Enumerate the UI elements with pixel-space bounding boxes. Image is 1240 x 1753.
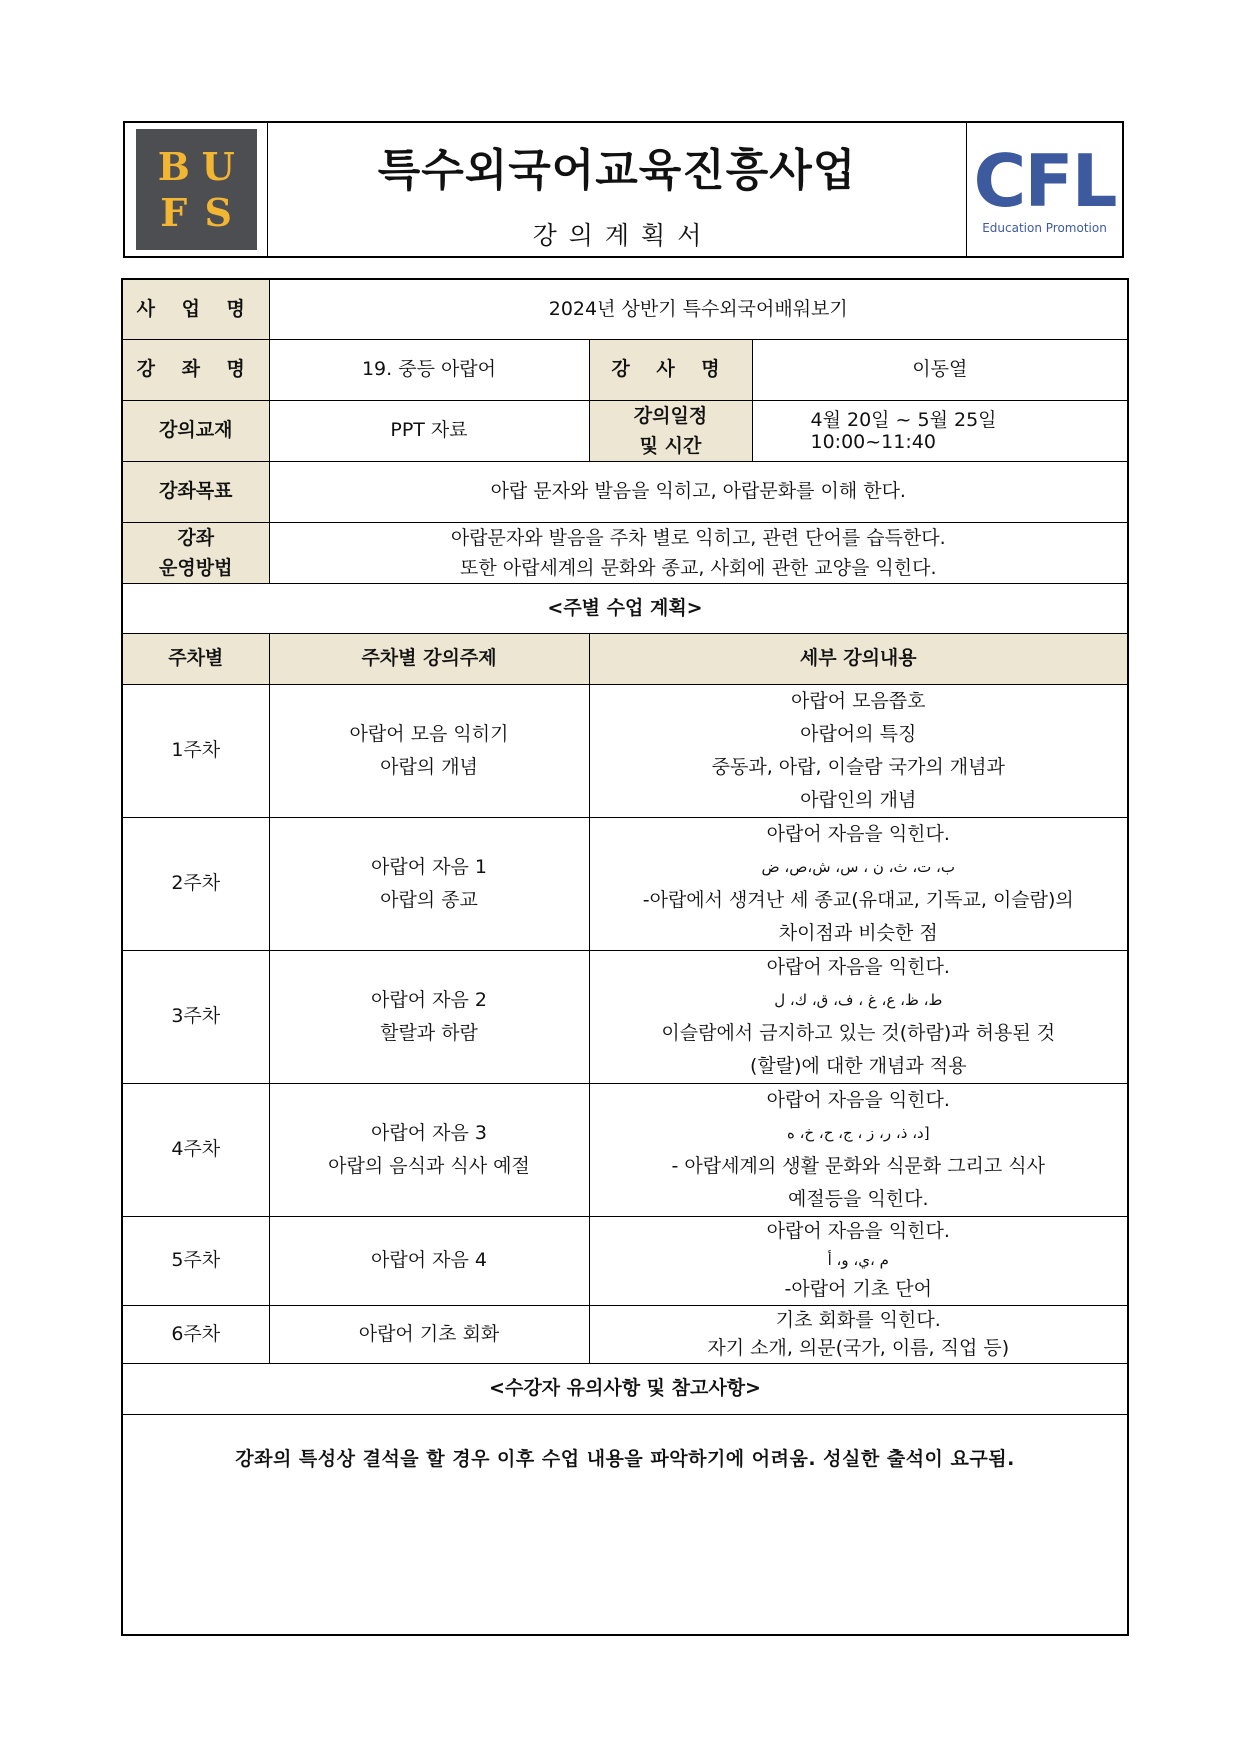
schedule-label-line: 및 시간 [639,434,702,457]
detail-line: 예절등을 익힌다. [787,1187,929,1210]
weekly-header-row [122,633,1128,684]
detail-line: 이슬람에서 금지하고 있는 것(하람)과 허용된 것 [661,1021,1056,1044]
notes-section-title: <수강자 유의사항 및 참고사항> [122,1363,1128,1414]
document-header [123,121,1124,258]
week-detail [589,817,1128,950]
topic-line: 아랍어 자음 3 [371,1121,487,1144]
instructor-label: 강 사 명 [589,339,752,400]
detail-line: 아랍어 자음을 익힌다. [766,822,950,845]
detail-line: 기초 회화를 익힌다. [775,1309,941,1331]
arabic-letters: م ،ي، و، أ [827,1251,889,1269]
syllabus-table [121,278,1129,1636]
topic-line: 아랍의 개념 [380,755,478,778]
week-number: 1주차 [122,684,269,817]
week-row [122,817,1128,950]
topic-line: 아랍어 기초 회화 [358,1322,500,1345]
cfl-logo: CFL [973,138,1116,223]
header-topic: 주차별 강의주제 [269,633,589,684]
course-label: 강 좌 명 [122,339,269,400]
schedule-value [752,400,1128,461]
logo-letter: S [204,190,232,236]
week-topic [269,684,589,817]
arabic-letters: [د، ذ، ر، ز ، ج، ح، خ، ه [786,1123,930,1142]
topic-line: 아랍어 자음 1 [371,855,487,878]
schedule-label-line: 강의일정 [633,404,708,427]
week-topic [269,1305,589,1363]
notes-section-row [122,1363,1128,1414]
detail-line: 자기 소개, 의문(국가, 이름, 직업 등) [707,1337,1010,1359]
bufs-logo [136,129,257,250]
course-row [122,339,1128,400]
notes-row [122,1414,1128,1635]
method-label [122,522,269,583]
weekly-section-row [122,583,1128,633]
logo-letter: F [160,190,188,236]
week-topic [269,1216,589,1305]
project-row [122,279,1128,339]
cfl-logo-cell [966,123,1122,256]
bufs-logo-cell [125,123,268,256]
method-row [122,522,1128,583]
topic-line: 아랍의 종교 [380,888,478,911]
detail-line: 차이점과 비슷한 점 [778,921,938,944]
project-label: 사 업 명 [122,279,269,339]
schedule-label [589,400,752,461]
header-week: 주차별 [122,633,269,684]
detail-line: -아랍에서 생겨난 세 종교(유대교, 기독교, 이슬람)의 [642,888,1074,911]
week-topic [269,1083,589,1216]
detail-line: 아랍어 자음을 익힌다. [766,1088,950,1111]
week-number: 2주차 [122,817,269,950]
detail-line: - 아랍세계의 생활 문화와 식문화 그리고 식사 [671,1154,1045,1177]
week-number: 5주차 [122,1216,269,1305]
arabic-letters: ب، ت، ث، ن ، س، ش،ص، ض [761,857,956,876]
week-row [122,1083,1128,1216]
topic-line: 아랍어 자음 2 [371,988,487,1011]
course-value: 19. 중등 아랍어 [269,339,589,400]
detail-line: 아랍어 자음을 익힌다. [766,1220,950,1242]
week-row [122,684,1128,817]
goal-row [122,461,1128,522]
weekly-section-title: <주별 수업 계획> [122,583,1128,633]
logo-letter: B [157,143,190,189]
logo-letter: U [201,143,235,189]
arabic-letters: ط، ظ، ع، غ ، ف، ق، ك، ل [774,990,943,1009]
goal-label: 강좌목표 [122,461,269,522]
week-number: 6주차 [122,1305,269,1363]
week-number: 3주차 [122,950,269,1083]
detail-line: -아랍어 기초 단어 [784,1278,932,1300]
topic-line: 아랍어 모음 익히기 [349,722,509,745]
title-cell [268,123,966,256]
topic-line: 아랍어 자음 4 [371,1249,487,1271]
week-detail [589,684,1128,817]
method-line: 또한 아랍세계의 문화와 종교, 사회에 관한 교양을 익힌다. [460,556,937,579]
week-detail [589,1083,1128,1216]
instructor-value: 이동열 [752,339,1128,400]
detail-line: 아랍어 모음쯥호 [791,689,926,712]
method-label-line: 강좌 [177,526,215,549]
method-label-line: 운영방법 [159,556,233,579]
detail-line: 아랍어 자음을 익힌다. [766,955,950,978]
cfl-logo-caption: Education Promotion [982,220,1107,235]
week-detail [589,950,1128,1083]
method-line: 아랍문자와 발음을 주차 별로 익히고, 관련 단어를 습득한다. [450,526,946,549]
week-row [122,1216,1128,1305]
document-subtitle: 강의계획서 [532,220,714,250]
schedule-time: 10:00~11:40 [810,430,936,453]
topic-line: 아랍의 음식과 식사 예절 [328,1154,530,1177]
week-detail [589,1305,1128,1363]
detail-line: 중동과, 아랍, 이슬람 국가의 개념과 [711,755,1005,778]
detail-line: 아랍어의 특징 [800,722,917,745]
week-topic [269,950,589,1083]
method-value [269,522,1128,583]
material-value: PPT 자료 [269,400,589,461]
project-value: 2024년 상반기 특수외국어배워보기 [269,279,1128,339]
material-row [122,400,1128,461]
week-number: 4주차 [122,1083,269,1216]
topic-line: 할랄과 하람 [380,1021,478,1044]
schedule-dates: 4월 20일 ~ 5월 25일 [810,408,997,431]
notes-text: 강좌의 특성상 결석을 할 경우 이후 수업 내용을 파악하기에 어려움. 성실한 출석이 요구됨. [122,1414,1128,1635]
goal-value: 아랍 문자와 발음을 익히고, 아랍문화를 이해 한다. [269,461,1128,522]
detail-line: (할랄)에 대한 개념과 적용 [750,1054,967,1077]
week-detail [589,1216,1128,1305]
week-topic [269,817,589,950]
material-label: 강의교재 [122,400,269,461]
header-detail: 세부 강의내용 [589,633,1128,684]
week-row [122,950,1128,1083]
detail-line: 아랍인의 개념 [800,788,917,811]
week-row [122,1305,1128,1363]
document-title: 특수외국어교육진흥사업 [377,144,857,196]
